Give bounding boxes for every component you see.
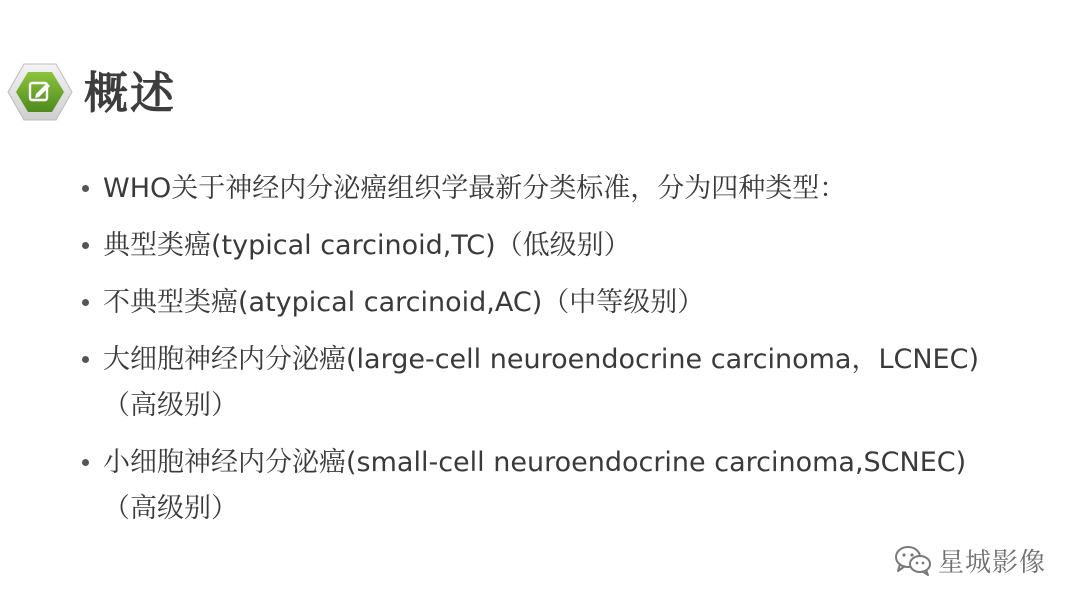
bullet-dot-icon xyxy=(82,459,89,466)
list-item-text: 大细胞神经内分泌癌(large-cell neuroendocrine carcinoma，LCNEC)（高级别） xyxy=(103,344,979,421)
list-item-text: 典型类癌(typical carcinoid,TC)（低级别） xyxy=(103,230,631,261)
list-item xyxy=(82,223,1002,269)
bullet-dot-icon xyxy=(82,185,89,192)
list-item-text: WHO关于神经内分泌癌组织学最新分类标准，分为四种类型： xyxy=(103,173,847,204)
list-item xyxy=(82,337,1002,429)
page-title: 概述 xyxy=(84,68,176,119)
watermark xyxy=(894,540,1046,580)
watermark-text: 星城影像 xyxy=(937,547,1046,578)
list-item-text: 不典型类癌(atypical carcinoid,AC)（中等级别） xyxy=(103,287,705,318)
list-item xyxy=(82,440,1002,532)
list-item xyxy=(82,280,1002,326)
wechat-icon xyxy=(894,544,932,576)
list-item xyxy=(82,166,1002,212)
bullet-dot-icon xyxy=(82,356,89,363)
bullet-dot-icon xyxy=(82,242,89,249)
bullet-list xyxy=(82,166,1002,543)
edit-icon xyxy=(6,60,74,124)
list-item-text: 小细胞神经内分泌癌(small-cell neuroendocrine carcinoma,SCNEC)（高级别） xyxy=(103,447,967,524)
title-badge xyxy=(6,60,74,124)
bullet-dot-icon xyxy=(82,299,89,306)
